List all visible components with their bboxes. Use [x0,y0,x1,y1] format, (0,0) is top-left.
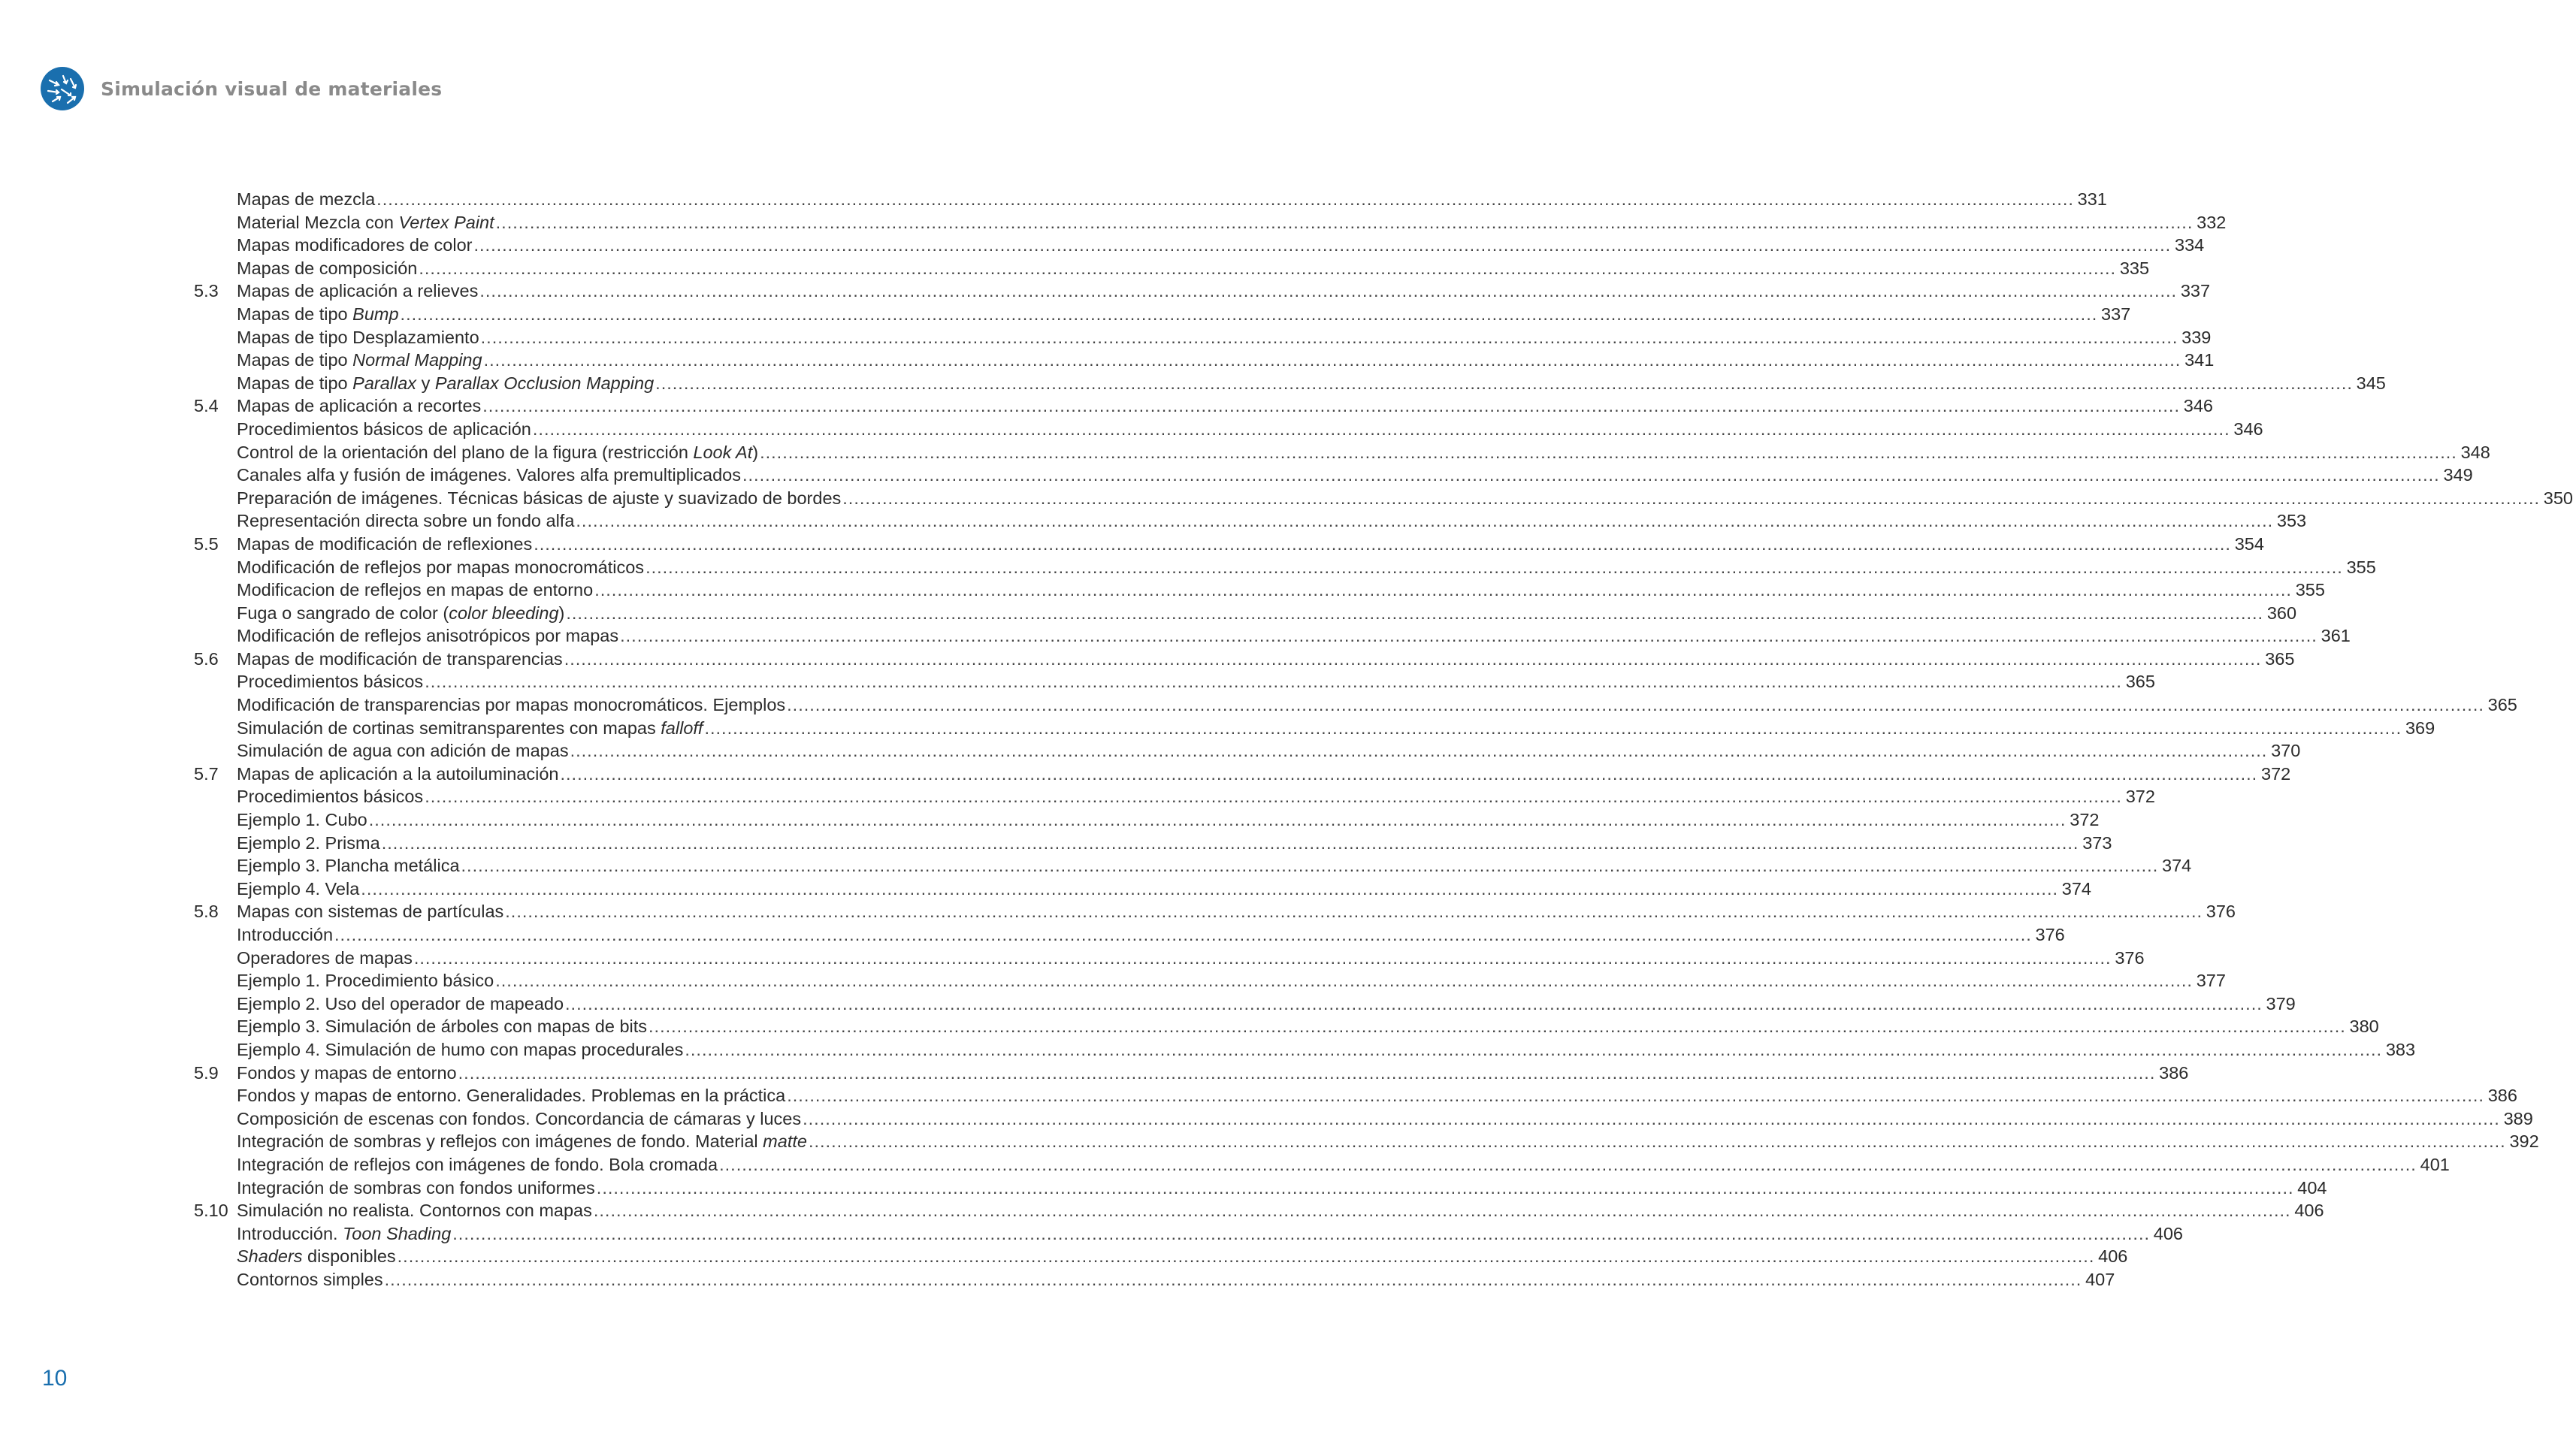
toc-subsection-entry [194,624,2351,648]
toc-dot-leader: ............................................................................................................................................................................................................................................................................................................ [760,442,2457,462]
toc-subsection-entry [194,878,2092,901]
toc-page-number: 355 [2346,557,2376,577]
toc-entry-title [237,372,654,395]
toc-subsection-entry [194,188,2107,211]
toc-section-number: 5.6 [194,648,219,669]
toc-entry-title [237,602,564,625]
toc-page-number: 373 [2082,832,2112,853]
toc-subsection-entry [194,578,2325,602]
toc-page-number: 341 [2184,350,2215,370]
toc-dot-leader: ............................................................................................................................................................................................................................................................................................................ [596,1177,2294,1198]
toc-section-number: 5.5 [194,533,219,554]
page-header [41,66,442,111]
toc-subsection-entry [194,418,2263,441]
toc-subsection-entry [194,257,2150,280]
toc-subsection-entry [194,602,2297,625]
toc-title-part: Contornos simples [237,1269,383,1289]
toc-dot-leader: ............................................................................................................................................................................................................................................................................................................ [334,925,2032,944]
toc-title-part: Mapas de tipo [237,373,353,393]
toc-page-number: 404 [2297,1177,2327,1198]
toc-page-number: 346 [2233,418,2263,439]
toc-title-part: Introducción. [237,1223,343,1243]
toc-dot-leader: ............................................................................................................................................................................................................................................................................................................ [570,741,2268,761]
toc-subsection-entry [194,1153,2450,1177]
toc-subsection-entry [194,1245,2128,1268]
toc-entry-title [237,1177,595,1200]
toc-entry-title [237,279,478,303]
toc-title-part: Ejemplo 2. Prisma [237,832,380,853]
toc-page-number: 369 [2405,717,2435,738]
toc-section-number: 5.9 [194,1062,219,1083]
toc-subsection-entry [194,1268,2115,1291]
toc-entry-title [237,992,564,1016]
toc-section-number: 5.7 [194,763,219,784]
toc-subsection-entry [194,854,2192,878]
toc-title-part: Simulación de cortinas semitransparentes con mapas [237,717,661,738]
toc-entry-title [237,648,563,671]
toc-page-number: 353 [2276,511,2307,531]
toc-dot-leader: ............................................................................................................................................................................................................................................................................................................ [685,1039,2383,1059]
toc-page-number: 345 [2356,373,2386,393]
toc-title-part: Modificación de reflejos anisotrópicos por mapas [237,626,619,646]
toc-entry-title [237,808,367,832]
toc-subsection-entry [194,832,2112,855]
toc-dot-leader: ............................................................................................................................................................................................................................................................................................................ [532,418,2230,439]
toc-subsection-entry [194,1107,2533,1131]
toc-section-entry [194,394,2213,418]
toc-page-number: 350 [2543,488,2573,508]
toc-page-number: 354 [2234,533,2264,554]
toc-entry-title [237,188,375,211]
toc-title-part: Simulación no realista. Contornos con mapas [237,1201,592,1221]
toc-dot-leader: ............................................................................................................................................................................................................................................................................................................ [400,304,2098,324]
toc-page-number: 389 [2503,1108,2533,1128]
toc-section-number: 5.8 [194,902,219,922]
toc-section-number: 5.3 [194,281,219,301]
toc-entry-title [237,900,503,923]
toc-dot-leader: ............................................................................................................................................................................................................................................................................................................ [593,1201,2291,1221]
toc-page-number: 376 [2115,947,2145,968]
toc-dot-leader: ............................................................................................................................................................................................................................................................................................................ [565,993,2263,1013]
toc-title-part: Procedimientos básicos de aplicación [237,418,531,439]
toc-dot-leader: ............................................................................................................................................................................................................................................................................................................ [461,856,2159,876]
toc-page-number: 406 [2098,1246,2128,1267]
toc-title-part: Integración de sombras y reflejos con imágenes de fondo. Material [237,1131,763,1152]
toc-dot-leader: ............................................................................................................................................................................................................................................................................................................ [419,258,2117,278]
toc-subsection-entry [194,785,2155,808]
toc-dot-leader: ............................................................................................................................................................................................................................................................................................................ [566,603,2264,623]
toc-title-part: Integración de sombras con fondos uniformes [237,1177,595,1198]
toc-section-entry [194,1199,2324,1222]
toc-page-number: 406 [2294,1201,2324,1221]
toc-subsection-entry [194,1222,2183,1246]
toc-entry-title [237,832,380,855]
toc-subsection-entry [194,739,2301,763]
toc-dot-leader: ............................................................................................................................................................................................................................................................................................................ [397,1246,2095,1267]
toc-entry-title [237,556,644,579]
toc-title-part: Mapas de modificación de transparencias [237,648,563,669]
toc-dot-leader: ............................................................................................................................................................................................................................................................................................................ [576,511,2274,531]
toc-dot-leader: ............................................................................................................................................................................................................................................................................................................ [458,1062,2156,1083]
toc-entry-title [237,578,593,602]
toc-title-part: Mapas de aplicación a la autoiluminación [237,763,559,784]
toc-entry-title [237,303,399,326]
toc-page-number: 376 [2206,902,2236,922]
toc-subsection-entry [194,923,2065,947]
running-header-title: Simulación visual de materiales [101,77,443,100]
toc-dot-leader: ............................................................................................................................................................................................................................................................................................................ [742,465,2440,485]
toc-dot-leader: ............................................................................................................................................................................................................................................................................................................ [483,350,2181,370]
toc-page-number: 376 [2035,925,2065,944]
toc-dot-leader: ............................................................................................................................................................................................................................................................................................................ [534,533,2231,554]
toc-page-number: 386 [2159,1062,2189,1083]
toc-section-entry [194,279,2211,303]
toc-section-entry [194,648,2295,671]
toc-entry-title [237,947,413,970]
toc-dot-leader: ............................................................................................................................................................................................................................................................................................................ [425,672,2122,692]
toc-entry-title [237,1084,785,1107]
toc-entry-title [237,969,494,992]
table-of-contents [194,188,2573,1291]
toc-subsection-entry [194,717,2435,740]
toc-subsection-entry [194,234,2205,257]
toc-dot-leader: ............................................................................................................................................................................................................................................................................................................ [479,281,2178,301]
toc-entry-title [237,854,460,878]
toc-dot-leader: ............................................................................................................................................................................................................................................................................................................ [413,947,2112,968]
toc-dot-leader: ............................................................................................................................................................................................................................................................................................................ [719,1154,2417,1174]
toc-dot-leader: ............................................................................................................................................................................................................................................................................................................ [594,580,2292,600]
toc-page-number: 386 [2487,1086,2517,1106]
toc-title-part: Mapas modificadores de color [237,235,473,255]
toc-dot-leader: ............................................................................................................................................................................................................................................................................................................ [495,212,2194,232]
toc-title-part: Material Mezcla con [237,212,399,232]
toc-entry-title [237,878,359,901]
toc-title-part: Procedimientos básicos [237,672,424,692]
toc-entry-title [237,923,333,947]
toc-title-italic-part: falloff [661,717,703,738]
toc-section-entry [194,763,2291,786]
toc-title-italic-part: Toon Shading [343,1223,452,1243]
toc-entry-title [237,1199,592,1222]
toc-title-part: Mapas de mezcla [237,189,376,209]
toc-dot-leader: ............................................................................................................................................................................................................................................................................................................ [842,488,2540,508]
toc-subsection-entry [194,349,2215,372]
toc-subsection-entry [194,303,2131,326]
toc-page-number: 339 [2181,327,2212,347]
toc-page-number: 372 [2261,763,2291,784]
toc-page-number: 337 [2180,281,2211,301]
toc-page-number: 372 [2125,787,2155,807]
toc-subsection-entry [194,509,2307,533]
toc-dot-leader: ............................................................................................................................................................................................................................................................................................................ [560,763,2258,784]
toc-subsection-entry [194,1177,2327,1200]
toc-entry-title [237,418,531,441]
toc-subsection-entry [194,1084,2517,1107]
toc-entry-title [237,717,703,740]
toc-dot-leader: ............................................................................................................................................................................................................................................................................................................ [505,902,2203,922]
toc-subsection-entry [194,211,2227,234]
toc-page-number: 372 [2070,810,2100,830]
toc-page-number: 392 [2509,1131,2539,1152]
toc-dot-leader: ............................................................................................................................................................................................................................................................................................................ [473,235,2172,255]
toc-entry-title [237,1015,647,1038]
toc-title-part: Mapas de aplicación a recortes [237,396,482,416]
toc-subsection-entry [194,1015,2379,1038]
toc-subsection-entry [194,487,2573,510]
toc-title-part: Procedimientos básicos [237,787,424,807]
toc-entry-title [237,509,574,533]
toc-title-part: Representación directa sobre un fondo alfa [237,511,575,531]
toc-page-number: 348 [2460,442,2490,462]
toc-dot-leader: ............................................................................................................................................................................................................................................................................................................ [376,189,2074,209]
toc-title-part: Mapas con sistemas de partículas [237,902,504,922]
toc-title-italic-part: Parallax Occlusion Mapping [434,373,655,393]
toc-page-number: 365 [2265,648,2295,669]
toc-dot-leader: ............................................................................................................................................................................................................................................................................................................ [425,787,2122,807]
toc-entry-title [237,1062,457,1085]
toc-entry-title [237,1038,683,1062]
toc-title-part: Introducción [237,925,334,944]
toc-title-italic-part: color bleeding [449,603,559,623]
toc-page-number: 361 [2321,626,2351,646]
toc-page-number: 331 [2077,189,2107,209]
toc-dot-leader: ............................................................................................................................................................................................................................................................................................................ [649,1016,2346,1037]
toc-title-part: Ejemplo 3. Plancha metálica [237,856,460,876]
toc-entry-title [237,464,741,487]
toc-page-number: 380 [2349,1016,2379,1037]
toc-dot-leader: ............................................................................................................................................................................................................................................................................................................ [381,832,2079,853]
toc-title-italic-part: Vertex Paint [398,212,494,232]
toc-title-italic-part: Look At [693,442,753,462]
toc-dot-leader: ............................................................................................................................................................................................................................................................................................................ [787,695,2484,715]
toc-entry-title [237,234,473,257]
toc-entry-title [237,1153,718,1177]
toc-subsection-entry [194,556,2376,579]
toc-dot-leader: ............................................................................................................................................................................................................................................................................................................ [482,396,2180,416]
toc-title-part: Composición de escenas con fondos. Concordancia de cámaras y luces [237,1108,802,1128]
toc-title-part: Modificación de reflejos por mapas monocromáticos [237,557,645,577]
toc-dot-leader: ............................................................................................................................................................................................................................................................................................................ [646,557,2343,577]
toc-subsection-entry [194,969,2226,992]
toc-page-number: 334 [2175,235,2205,255]
toc-title-part: y [416,373,435,393]
toc-page-number: 337 [2101,304,2131,324]
toc-title-part: Ejemplo 3. Simulación de árboles con mapas de bits [237,1016,648,1037]
toc-dot-leader: ............................................................................................................................................................................................................................................................................................................ [704,717,2402,738]
toc-title-italic-part: Bump [352,304,399,324]
toc-title-part: Ejemplo 4. Vela [237,878,360,899]
toc-page-number: 349 [2443,465,2473,485]
toc-entry-title [237,1245,396,1268]
toc-section-entry [194,900,2236,923]
toc-page-number: 335 [2119,258,2150,278]
toc-entry-title [237,739,569,763]
toc-entry-title [237,394,481,418]
toc-entry-title [237,693,785,717]
toc-entry-title [237,624,618,648]
toc-page-number: 377 [2196,971,2226,991]
toc-title-italic-part: Parallax [352,373,417,393]
toc-page-number: 401 [2420,1154,2450,1174]
toc-entry-title [237,1222,451,1246]
toc-title-part: Operadores de mapas [237,947,413,968]
toc-subsection-entry [194,1038,2416,1062]
toc-section-entry [194,533,2264,556]
toc-title-italic-part: matte [763,1131,807,1152]
toc-page-number: 374 [2162,856,2192,876]
toc-title-part: Fondos y mapas de entorno. Generalidades. Problemas en la práctica [237,1086,786,1106]
toc-section-number: 5.4 [194,396,219,416]
toc-dot-leader: ............................................................................................................................................................................................................................................................................................................ [808,1131,2506,1152]
toc-title-part: Integración de reflejos con imágenes de fondo. Bola cromada [237,1154,718,1174]
toc-title-part: Modificación de transparencias por mapas monocromáticos. Ejemplos [237,695,786,715]
toc-subsection-entry [194,464,2473,487]
toc-dot-leader: ............................................................................................................................................................................................................................................................................................................ [655,373,2353,393]
toc-title-part: Mapas de tipo Desplazamiento [237,327,479,347]
toc-entry-title [237,441,758,464]
toc-dot-leader: ............................................................................................................................................................................................................................................................................................................ [361,878,2059,899]
toc-subsection-entry [194,693,2517,717]
arrows-circle-logo-icon [41,67,84,110]
toc-dot-leader: ............................................................................................................................................................................................................................................................................................................ [495,971,2193,991]
toc-page-number: 355 [2295,580,2325,600]
toc-dot-leader: ............................................................................................................................................................................................................................................................................................................ [787,1086,2484,1106]
toc-entry-title [237,533,532,556]
toc-title-part: Canales alfa y fusión de imágenes. Valores alfa premultiplicados [237,465,741,485]
toc-title-part: Ejemplo 2. Uso del operador de mapeado [237,993,564,1013]
toc-dot-leader: ............................................................................................................................................................................................................................................................................................................ [452,1223,2150,1243]
toc-subsection-entry [194,372,2386,395]
toc-subsection-entry [194,1130,2539,1153]
toc-entry-title [237,785,423,808]
toc-dot-leader: ............................................................................................................................................................................................................................................................................................................ [564,648,2262,669]
toc-dot-leader: ............................................................................................................................................................................................................................................................................................................ [480,327,2178,347]
toc-page-number: 365 [2487,695,2517,715]
toc-title-part: Mapas de tipo [237,304,353,324]
toc-subsection-entry [194,670,2155,693]
toc-entry-title [237,1107,801,1131]
toc-page-number: 370 [2271,741,2301,761]
page-number: 10 [42,1366,68,1391]
toc-page-number: 360 [2266,603,2297,623]
toc-dot-leader: ............................................................................................................................................................................................................................................................................................................ [384,1269,2082,1289]
toc-page-number: 346 [2183,396,2213,416]
toc-title-part: disponibles [302,1246,396,1267]
toc-section-number: 5.10 [194,1201,228,1221]
toc-title-part: Modificacion de reflejos en mapas de entorno [237,580,594,600]
toc-dot-leader: ............................................................................................................................................................................................................................................................................................................ [368,810,2067,830]
toc-title-part: Mapas de modificación de reflexiones [237,533,533,554]
toc-title-part: Fondos y mapas de entorno [237,1062,457,1083]
toc-subsection-entry [194,326,2212,349]
toc-page-number: 383 [2385,1039,2416,1059]
toc-entry-title [237,211,494,234]
toc-title-part: Ejemplo 1. Cubo [237,810,367,830]
toc-page-number: 407 [2085,1269,2115,1289]
toc-page-number: 374 [2061,878,2092,899]
toc-entry-title [237,326,479,349]
toc-subsection-entry [194,441,2490,464]
toc-page-number: 365 [2125,672,2155,692]
toc-title-part: Mapas de composición [237,258,418,278]
toc-title-part: Mapas de tipo [237,350,353,370]
toc-section-entry [194,1062,2189,1085]
toc-subsection-entry [194,992,2296,1016]
toc-subsection-entry [194,947,2145,970]
toc-dot-leader: ............................................................................................................................................................................................................................................................................................................ [620,626,2318,646]
toc-page-number: 332 [2197,212,2227,232]
toc-title-part: Preparación de imágenes. Técnicas básicas de ajuste y suavizado de bordes [237,488,842,508]
toc-subsection-entry [194,808,2100,832]
toc-entry-title [237,1268,383,1291]
toc-title-part: Mapas de aplicación a relieves [237,281,479,301]
toc-title-part: Simulación de agua con adición de mapas [237,741,569,761]
toc-title-part: Ejemplo 1. Procedimiento básico [237,971,494,991]
toc-title-italic-part: Shaders [237,1246,303,1267]
toc-entry-title [237,349,482,372]
toc-title-part: ) [558,603,565,623]
toc-title-part: Control de la orientación del plano de la figura (restricción [237,442,694,462]
toc-title-part: Ejemplo 4. Simulación de humo con mapas procedurales [237,1039,684,1059]
toc-entry-title [237,1130,807,1153]
toc-entry-title [237,670,423,693]
toc-title-part: ) [752,442,759,462]
toc-dot-leader: ............................................................................................................................................................................................................................................................................................................ [803,1108,2500,1128]
toc-entry-title [237,763,559,786]
toc-entry-title [237,487,841,510]
toc-page-number: 379 [2266,993,2296,1013]
toc-entry-title [237,257,417,280]
toc-page-number: 406 [2153,1223,2183,1243]
toc-title-italic-part: Normal Mapping [352,350,482,370]
toc-title-part: Fuga o sangrado de color ( [237,603,449,623]
